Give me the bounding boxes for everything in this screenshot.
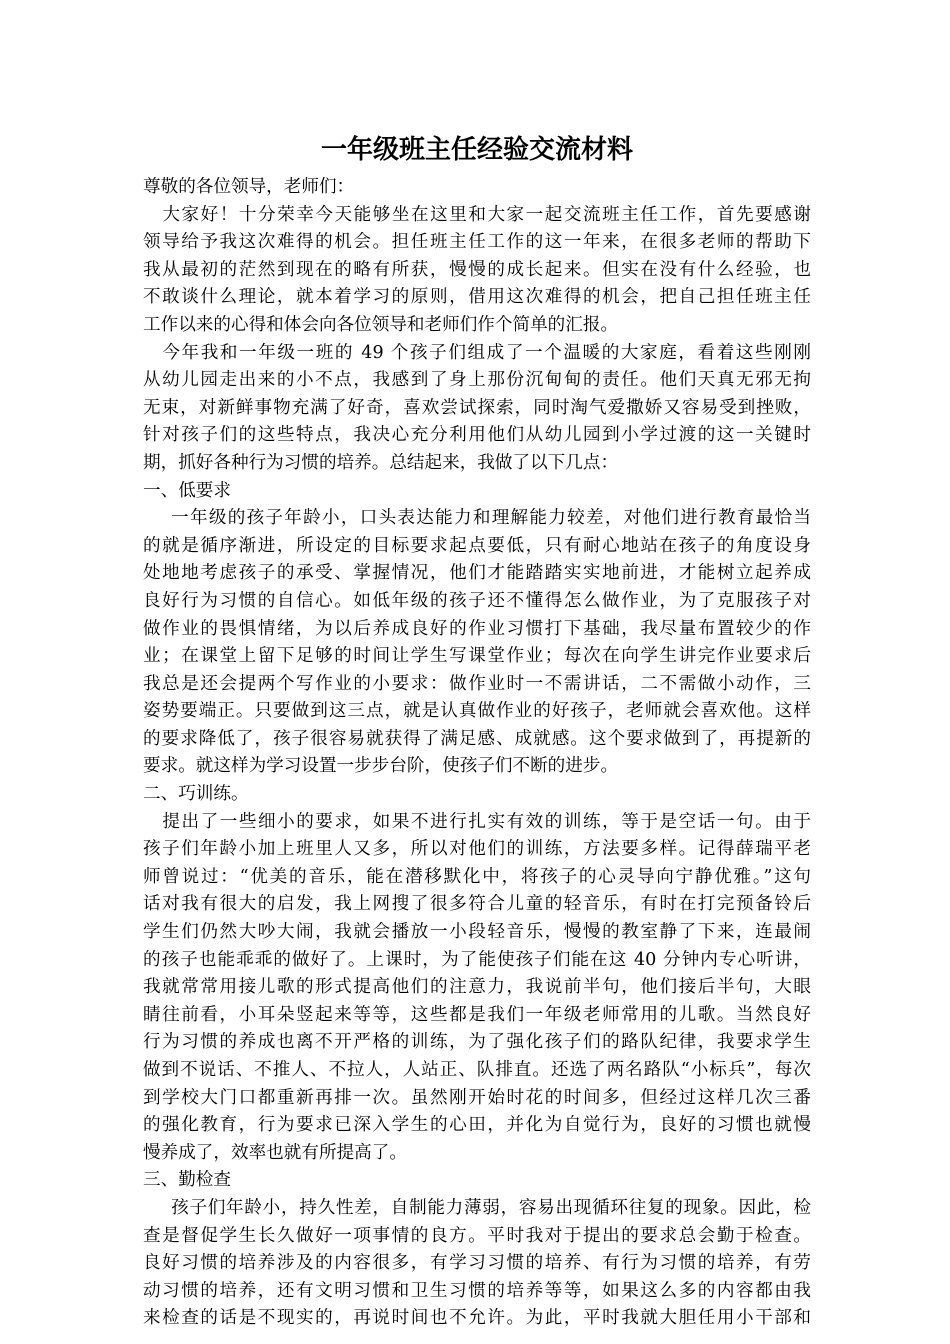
paragraph-line: 我就常常用接儿歌的形式提高他们的注意力，我说前半句，他们接后半句，大眼 — [143, 977, 811, 998]
paragraph-line: 领导给予我这次难得的机会。担任班主任工作的这一年来，在很多老师的帮助下 — [143, 232, 811, 253]
section-heading-1: 一、低要求 — [143, 480, 231, 501]
paragraph-class — [143, 340, 811, 478]
paragraph-line: 话对我有很大的启发，我上网搜了很多符合儿童的轻音乐，有时在打完预备铃后 — [143, 894, 811, 915]
paragraph-training — [143, 809, 811, 1168]
paragraph-line: 无束，对新鲜事物充满了好奇，喜欢尝试探索，同时淘气爱撒娇又容易受到挫败， — [143, 397, 811, 418]
paragraph-line: 大家好！十分荣幸今天能够坐在这里和大家一起交流班主任工作，首先要感谢 — [162, 204, 811, 225]
paragraph-line: 来检查的话是不现实的，再说时间也不允许。为此，平时我就大胆任用小干部和 — [143, 1308, 811, 1329]
paragraph-intro — [143, 202, 811, 340]
paragraph-line: 的强化教育，行为要求已深入学生的心田，并化为自觉行为，良好的习惯也就慢 — [143, 1115, 811, 1136]
greeting: 尊敬的各位领导，老师们： — [143, 177, 355, 197]
paragraph-line: 针对孩子们的这些特点，我决心充分利用他们从幼儿园到小学过渡的这一关键时 — [143, 425, 811, 446]
section-heading-3: 三、勤检查 — [143, 1170, 231, 1191]
paragraph-line: 的就是循序渐进，所设定的目标要求起点要低，只有耐心地站在孩子的角度设身 — [143, 535, 811, 556]
paragraph-line: 今年我和一年级一班的 49 个孩子们组成了一个温暖的大家庭，看着这些刚刚 — [162, 342, 811, 363]
paragraph-line: 学生们仍然大吵大闹，我就会播放一小段轻音乐，慢慢的教室静了下来，连最闹 — [143, 922, 811, 943]
paragraph-checking — [143, 1195, 811, 1333]
paragraph-line: 做到不说话、不推人、不拉人，人站正、队排直。还选了两名路队“小标兵”，每次 — [143, 1060, 811, 1080]
paragraph-line: 我总是还会提两个写作业的小要求：做作业时一不需讲话，二不需做小动作，三 — [143, 673, 811, 694]
paragraph-line: 不敢谈什么理论，就本着学习的原则，借用这次难得的机会，把自己担任班主任 — [143, 287, 811, 308]
paragraph-line: 工作以来的心得和体会向各位领导和老师们作个简单的汇报。 — [143, 314, 619, 335]
paragraph-line: 要求。就这样为学习设置一步步台阶，使孩子们不断的进步。 — [143, 756, 619, 777]
paragraph-line: 从幼儿园走出来的小不点，我感到了身上那份沉甸甸的责任。他们天真无邪无拘 — [143, 370, 811, 391]
document-title: 一年级班主任经验交流材料 — [320, 135, 633, 165]
paragraph-line: 期，抓好各种行为习惯的培养。总结起来，我做了以下几点： — [143, 452, 619, 473]
paragraph-line: 师曾说过：“优美的音乐，能在潜移默化中，将孩子的心灵导向宁静优雅。”这句 — [143, 866, 811, 887]
paragraph-low-requirements — [143, 505, 811, 781]
paragraph-line: 的孩子也能乖乖的做好了。上课时，为了能使孩子们能在这 40 分钟内专心听讲， — [143, 949, 811, 970]
paragraph-line: 处地地考虑孩子的承受、掌握情况，他们才能踏踏实实地前进，才能树立起养成 — [143, 563, 811, 584]
paragraph-line: 业；在课堂上留下足够的时间让学生写课堂作业；每次在向学生讲完作业要求后 — [143, 646, 811, 667]
paragraph-line: 提出了一些细小的要求，如果不进行扎实有效的训练，等于是空话一句。由于 — [162, 811, 811, 832]
paragraph-line: 做作业的畏惧情绪，为以后养成良好的作业习惯打下基础，我尽量布置较少的作 — [143, 618, 811, 639]
paragraph-line: 孩子们年龄小，持久性差，自制能力薄弱，容易出现循环往复的现象。因此，检 — [171, 1197, 811, 1218]
paragraph-line: 良好习惯的培养涉及的内容很多，有学习习惯的培养、有行为习惯的培养，有劳 — [143, 1253, 811, 1274]
paragraph-line: 我从最初的茫然到现在的略有所获，慢慢的成长起来。但实在没有什么经验，也 — [143, 259, 811, 280]
paragraph-line: 慢养成了，效率也就有所提高了。 — [143, 1142, 407, 1163]
paragraph-line: 的要求降低了，孩子很容易就获得了满足感、成就感。这个要求做到了，再提新的 — [143, 728, 811, 749]
paragraph-line: 一年级的孩子年龄小，口头表达能力和理解能力较差，对他们进行教育最恰当 — [171, 508, 811, 529]
paragraph-line: 查是督促学生长久做好一项事情的良方。平时我对于提出的要求总会勤于检查。 — [143, 1225, 811, 1246]
paragraph-line: 姿势要端正。只要做到这三点，就是认真做作业的好孩子，老师就会喜欢他。这样 — [143, 701, 811, 722]
paragraph-line: 动习惯的培养，还有文明习惯和卫生习惯的培养等等，如果这么多的内容都由我 — [143, 1280, 811, 1301]
paragraph-line: 良好行为习惯的自信心。如低年级的孩子还不懂得怎么做作业，为了克服孩子对 — [143, 590, 811, 611]
paragraph-line: 行为习惯的养成也离不开严格的训练，为了强化孩子们的路队纪律，我要求学生 — [143, 1032, 811, 1053]
paragraph-line: 到学校大门口都重新再排一次。虽然刚开始时花的时间多，但经过这样几次三番 — [143, 1087, 811, 1108]
paragraph-line: 睛往前看，小耳朵竖起来等等，这些都是我们一年级老师常用的儿歌。当然良好 — [143, 1004, 811, 1025]
section-heading-2: 二、巧训练。 — [143, 784, 249, 805]
document-page — [143, 130, 811, 1333]
paragraph-line: 孩子们年龄小加上班里人又多，所以对他们的训练，方法要多样。记得薛瑞平老 — [143, 839, 811, 860]
